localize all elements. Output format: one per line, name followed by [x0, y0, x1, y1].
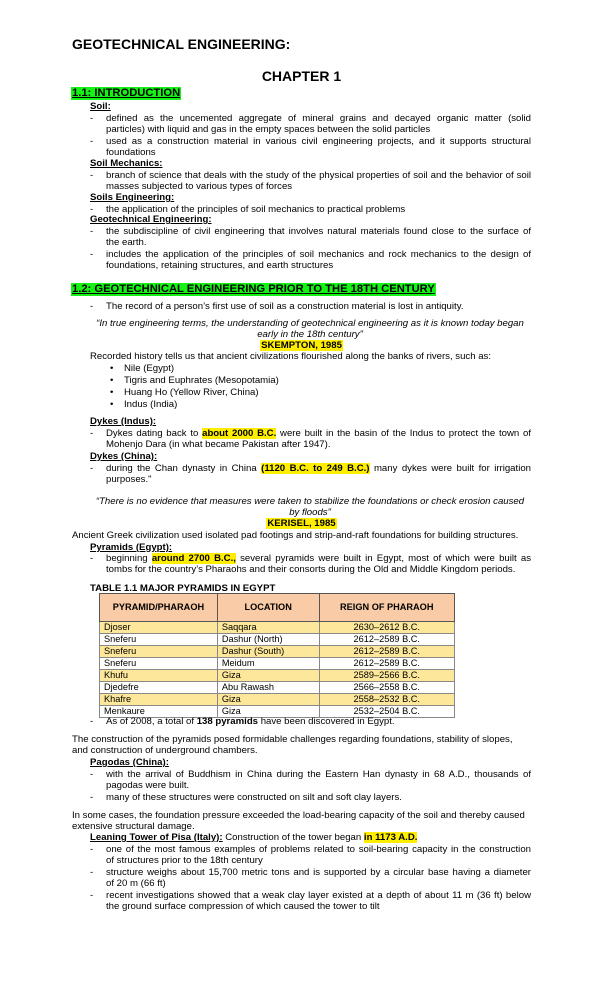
dykes-indus-line1: Dykes dating back to about 2000 B.C. were built in the basin of the Indus to protect the town of: [106, 428, 531, 439]
construction-line2: and construction of underground chambers.: [72, 745, 258, 756]
geo-eng-line2: the earth.: [106, 237, 147, 248]
pisa-line1: one of the most famous examples of problems related to soil-bearing capacity in the construction: [106, 844, 531, 855]
table-row: [100, 634, 455, 646]
table-cell: Sneferu: [100, 634, 218, 646]
pagodas-line1: with the arrival of Buddhism in China during the Eastern Han dynasty in 68 A.D., thousands of: [106, 769, 531, 780]
soils-engineering-label: Soils Engineering:: [90, 192, 175, 203]
dash-marker: -: [90, 463, 94, 474]
construction-line1: The construction of the pyramids posed formidable challenges regarding foundations, stability of slopes,: [72, 734, 513, 745]
table-title: TABLE 1.1 MAJOR PYRAMIDS IN EGYPT: [90, 583, 276, 594]
dash-marker: -: [90, 428, 94, 439]
section-heading-prior-18th: 1.2: GEOTECHNICAL ENGINEERING PRIOR TO THE 18TH CENTURY: [72, 283, 435, 295]
table-cell: Khufu: [100, 670, 218, 682]
dash-marker: -: [90, 716, 94, 727]
soil-label: Soil:: [90, 101, 111, 112]
pyramids-table: [99, 593, 455, 718]
pagodas-line2: pagodas were built.: [106, 780, 190, 791]
dash-marker: -: [90, 113, 94, 124]
table-cell: Saqqara: [217, 622, 319, 634]
table-cell: Menkaure: [100, 706, 218, 718]
table-cell: 2532–2504 B.C.: [319, 706, 454, 718]
table-row: [100, 682, 455, 694]
pisa-heading-line: Leaning Tower of Pisa (Italy): Construction of the tower began in 1173 A.D.: [90, 832, 418, 843]
greek-text: Ancient Greek civilization used isolated pad footings and strip-and-raft foundations for building structures.: [72, 530, 519, 541]
geo-eng-line3: includes the application of the principles of soil mechanics and rock mechanics to the design of: [106, 249, 531, 260]
table-cell: Djoser: [100, 622, 218, 634]
dykes-indus-line2: Mohenjo Dara (in what became Pakistan after 1947).: [106, 439, 331, 450]
table-cell: 2612–2589 B.C.: [319, 634, 454, 646]
table-cell: 2566–2558 B.C.: [319, 682, 454, 694]
chapter-heading: CHAPTER 1: [261, 68, 342, 84]
soil-def-line1: defined as the uncemented aggregate of mineral grains and decayed organic matter (solid: [106, 113, 531, 124]
soil-mechanics-label: Soil Mechanics:: [90, 158, 163, 169]
recorded-history-text: Recorded history tells us that ancient civilizations flourished along the banks of rivers, such as:: [90, 351, 492, 362]
table-cell: Sneferu: [100, 646, 218, 658]
pisa-line5: recent investigations showed that a weak clay layer existed at a depth of about 11 m (36 ft) below: [106, 890, 531, 901]
geo-eng-line4: foundations, retaining structures, and earth structures: [106, 260, 334, 271]
table-header: LOCATION: [217, 594, 319, 622]
soil-use-line1: used as a construction material in various civil engineering projects, and it supports structural: [106, 136, 531, 147]
table-cell: Meidum: [217, 658, 319, 670]
quote-kerisel-line2: by floods”: [289, 507, 331, 518]
pisa-line6: the ground surface compression of which caused the tower to tilt: [106, 901, 380, 912]
table-cell: 2589–2566 B.C.: [319, 670, 454, 682]
quote-author-skempton: SKEMPTON, 1985: [261, 340, 342, 351]
some-cases-line1: In some cases, the foundation pressure exceeded the load-bearing capacity of the soil and thereby caused: [72, 810, 525, 821]
section-heading-introduction: 1.1: INTRODUCTION: [72, 87, 181, 99]
dash-marker: -: [90, 136, 94, 147]
table-cell: Giza: [217, 706, 319, 718]
dash-marker: -: [90, 301, 94, 312]
dykes-china-line2: purposes.": [106, 474, 152, 485]
table-row: [100, 670, 455, 682]
document-page: GEOTECHNICAL ENGINEERING: CHAPTER 1 1.1: INTRODUCTION Soil: - defined as the uncemented aggregate of mineral grains and decayed organic matter (solid particles) with liquid and gas in the empty spaces between the solid particles - used as a construction material in various civil engineering projects, and it supports structural foundations Soil Mechanics: - branch of science that deals with the study of the physical properties of soil and the behavior of soil masses subjected to various types of forces Soils Engineering: - the application of the principles of soil mechanics to practical problems Geotechnical Engineering: - the subdiscipline of civil engineering that involves natural materials found close to the surface of the earth. - includes the application of the principles of soil mechanics and rock mechanics to the design of foundations, retaining structures, and earth structures 1.2: GEOTECHNICAL ENGINEERING PRIOR TO THE 18TH CENTURY - The record of a person’s first use of soil as a construction material is lost in antiquity. “In true engineering terms, the understanding of geotechnical engineering as it is known today began early in the 18th century” SKEMPTON, 1985 Recorded history tells us that ancient civilizations flourished along the banks of rivers, such as: • Nile (Egypt) • Tigris and Euphrates (Mesopotamia) • Huang Ho (Yellow River, China) • Indus (India) Dykes (Indus): - Dykes dating back to about 2000 B.C. were built in the basin of the Indus to protect the town of Mohenjo Dara (in what became Pakistan after 1947). Dykes (China): - during the Chan dynasty in China (1120 B.C. to 249 B.C.) many dykes were built for irrigation purposes." “There is no evidence that measures were taken to stabilize the foundations or check erosion caused by floods” KERISEL, 1985 Ancient Greek civilization used isolated pad footings and strip-and-raft foundations for building structures. Pyramids (Egypt): - beginning around 2700 B.C., several pyramids were built in Egypt, most of which were built as tombs for the country’s Pharaohs and their consorts during the Old and Middle Kingdom periods. TABLE 1.1 MAJOR PYRAMIDS IN EGYPT PYRAMID/PHARAOH LOCATION REIGN OF PHARAOH Djoser Saqqara 2630–2612 B.C. Sneferu Dashur (North) 2612–2589 B.C. Sneferu Dashur (South) 2612–2589 B.C. Sneferu Meidum 2612–2589 B.C. Khufu Giza 2589–2566 B.C. Djedefre Abu Rawash 2566–2558 B.C. Khafre Giza 2558–2532 B.C. Menkaure Giza 2532–2504 B.C. - As of 2008, a total of 138 pyramids have been discovered in Egypt. The construction of the pyramids posed formidable challenges regarding foundations, stability of slopes, and construction of underground chambers. Pagodas (China): - with the arrival of Buddhism in China during the Eastern Han dynasty in 68 A.D., thousands of pagodas were built. - many of these structures were constructed on silt and soft clay layers. In some cases, the foundation pressure exceeded the load-bearing capacity of the soil and thereby caused extensive structural damage. Leaning Tower of Pisa (Italy): Construction of the tower began in 1173 A.D. - one of the most famous examples of problems related to soil-bearing capacity in the construction of structures prior to the 18th century - structure weighs about 15,700 metric tons and is supported by a circular base having a diameter of 20 m (66 ft) - recent investigations showed that a weak clay layer existed at a depth of about 11 m (36 ft) below the ground surface compression of which caused the tower to tilt: [0, 0, 603, 994]
pisa-line3: structure weighs about 15,700 metric tons and is supported by a circular base having a diameter: [106, 867, 531, 878]
table-cell: 2612–2589 B.C.: [319, 658, 454, 670]
soil-use-line2: foundations: [106, 147, 156, 158]
pyramid-count-text: As of 2008, a total of 138 pyramids have been discovered in Egypt.: [106, 716, 395, 727]
geo-eng-line1: the subdiscipline of civil engineering that involves natural materials found close to the surface of: [106, 226, 531, 237]
soil-mechanics-line1: branch of science that deals with the study of the physical properties of soil and the behavior of soil: [106, 170, 531, 181]
dash-marker: -: [90, 844, 94, 855]
dash-marker: -: [90, 553, 94, 564]
table-cell: Abu Rawash: [217, 682, 319, 694]
table-cell: 2630–2612 B.C.: [319, 622, 454, 634]
table-cell: 2558–2532 B.C.: [319, 694, 454, 706]
quote-skempton-line1: “In true engineering terms, the understanding of geotechnical engineering as it is known today began: [96, 318, 524, 329]
table-header: PYRAMID/PHARAOH: [100, 594, 218, 622]
some-cases-line2: extensive structural damage.: [72, 821, 195, 832]
quote-kerisel-line1: “There is no evidence that measures were taken to stabilize the foundations or check erosion caused: [95, 496, 525, 507]
dash-marker: -: [90, 170, 94, 181]
pisa-line2: of structures prior to the 18th century: [106, 855, 263, 866]
soils-engineering-line: the application of the principles of soil mechanics to practical problems: [106, 204, 406, 215]
table-cell: Djedefre: [100, 682, 218, 694]
table-header: REIGN OF PHARAOH: [319, 594, 454, 622]
dash-marker: -: [90, 226, 94, 237]
pyramids-line2: tombs for the country’s Pharaohs and their consorts during the Old and Middle Kingdom periods.: [106, 564, 516, 575]
pagodas-line3: many of these structures were constructed on silt and soft clay layers.: [106, 792, 402, 803]
pyramids-line1: beginning around 2700 B.C., several pyramids were built in Egypt, most of which were built as: [106, 553, 531, 564]
dash-marker: -: [90, 249, 94, 260]
soil-mechanics-line2: masses subjected to various types of forces: [106, 181, 293, 192]
soil-def-line2: particles) with liquid and gas in the empty spaces between the solid particles: [106, 124, 431, 135]
table-cell: Sneferu: [100, 658, 218, 670]
pyramids-label: Pyramids (Egypt):: [90, 542, 173, 553]
table-cell: Khafre: [100, 694, 218, 706]
table-row: [100, 622, 455, 634]
pagodas-label: Pagodas (China):: [90, 757, 169, 768]
table-cell: Giza: [217, 694, 319, 706]
dash-marker: -: [90, 792, 94, 803]
table-cell: 2612–2589 B.C.: [319, 646, 454, 658]
dykes-china-label: Dykes (China):: [90, 451, 158, 462]
table-header-row: [100, 594, 455, 622]
dash-marker: -: [90, 890, 94, 901]
table-row: [100, 646, 455, 658]
dash-marker: -: [90, 204, 94, 215]
table-cell: Dashur (North): [217, 634, 319, 646]
table-cell: Dashur (South): [217, 646, 319, 658]
dykes-china-line1: during the Chan dynasty in China (1120 B.C. to 249 B.C.) many dykes were built for irrigation: [106, 463, 531, 474]
document-title: GEOTECHNICAL ENGINEERING:: [72, 36, 291, 52]
quote-author-kerisel: KERISEL, 1985: [267, 518, 336, 529]
quote-skempton-line2: early in the 18th century”: [257, 329, 363, 340]
dash-marker: -: [90, 867, 94, 878]
pisa-line4: of 20 m (66 ft): [106, 878, 166, 889]
first-use-text: The record of a person’s first use of soil as a construction material is lost in antiquity.: [106, 301, 464, 312]
geotechnical-engineering-label: Geotechnical Engineering:: [90, 214, 212, 225]
dash-marker: -: [90, 769, 94, 780]
dykes-indus-label: Dykes (Indus):: [90, 416, 157, 427]
table-row: [100, 658, 455, 670]
table-row: [100, 694, 455, 706]
table-cell: Giza: [217, 670, 319, 682]
